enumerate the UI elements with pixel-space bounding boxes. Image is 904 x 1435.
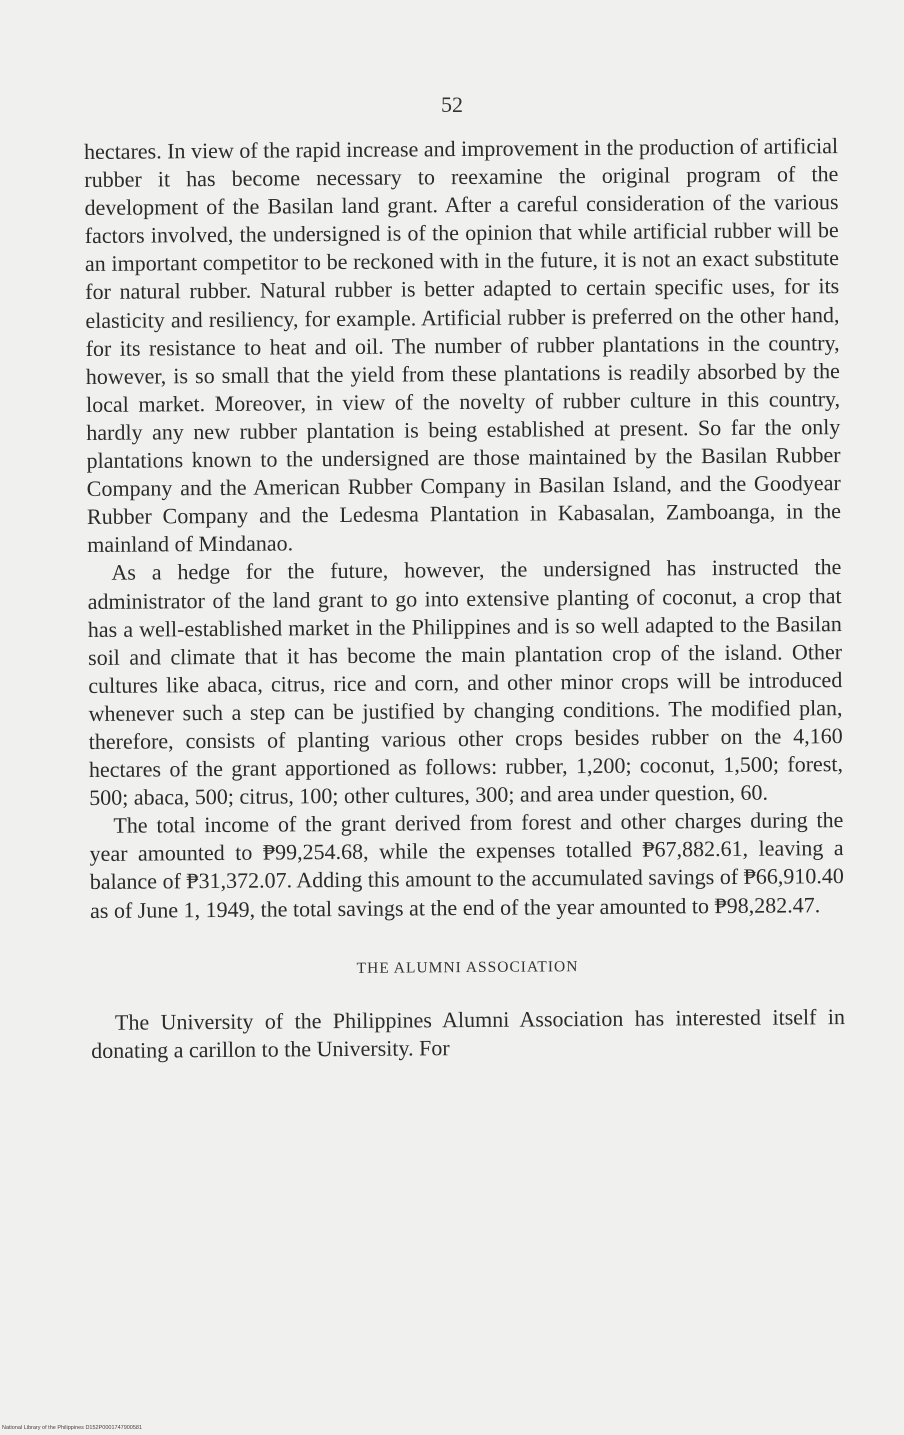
page-number: 52 bbox=[441, 92, 463, 117]
paragraph-alumni-association: The University of the Philippines Alumni Association has interested itself in donating a carillon to the University. For bbox=[91, 1003, 846, 1063]
paragraph-coconut-planting: As a hedge for the future, however, the undersigned has instructed the administrator of the land grant to go into extensive planting of coconut, a crop that has a well-established market in the Philippines and is so well adapted to the Basilan soil and climate that it has become the main plantation crop of the island. Other cultures like abaca, citrus, rice and corn, and other minor crops will be introduced whenever such a step can be justified by changing conditions. The modified plan, therefore, consists of planting various other crops besides rubber on the 4,160 hectares of the grant apportioned as follows: rubber, 1,200; coconut, 1,500; forest, 500; abaca, 500; citrus, 100; other cultures, 300; and area under question, 60. bbox=[87, 554, 844, 811]
paragraph-rubber-program: hectares. In view of the rapid increase and improvement in the production of artificial rubber it has become necessary to reexamine the original program of the development of the Basilan land grant. After a careful consideration of the various factors involved, the undersigned is of the opinion that while artificial rubber will be an important competitor to be reckoned with in the future, it is not an exact substitute for natural rubber. Natural rubber is better adapted to certain specific uses, for its elasticity and resiliency, for example. Artificial rubber is preferred on the other hand, for its resistance to heat and oil. The number of rubber plantations in the country, however, is so small that the yield from these plantations is readily absorbed by the local market. Moreover, in view of the novelty of rubber culture in this country, hardly any new rubber plantation is being established at present. So far the only plantations known to the undersigned are those maintained by the Basilan Rubber Company and the American Rubber Company in Basilan Island, and the Goodyear Rubber Company and the Ledesma Plantation in Kabasalan, Zamboanga, in the mainland of Mindanao. bbox=[84, 133, 842, 558]
body-text bbox=[84, 132, 845, 1065]
section-heading: THE ALUMNI ASSOCIATION bbox=[356, 957, 579, 977]
paragraph-grant-income: The total income of the grant derived from forest and other charges during the year amounted to ₱99,254.68, while the expenses totalled ₱67,882.61, leaving a balance of ₱31,372.07. Adding this amount to the accumulated savings of ₱66,910.40 as of June 1, 1949, the total savings at the end of the year amounted to ₱98,282.47. bbox=[89, 807, 844, 923]
library-footer-note: National Library of the Philippines D152P0001747900581 bbox=[2, 1425, 143, 1431]
